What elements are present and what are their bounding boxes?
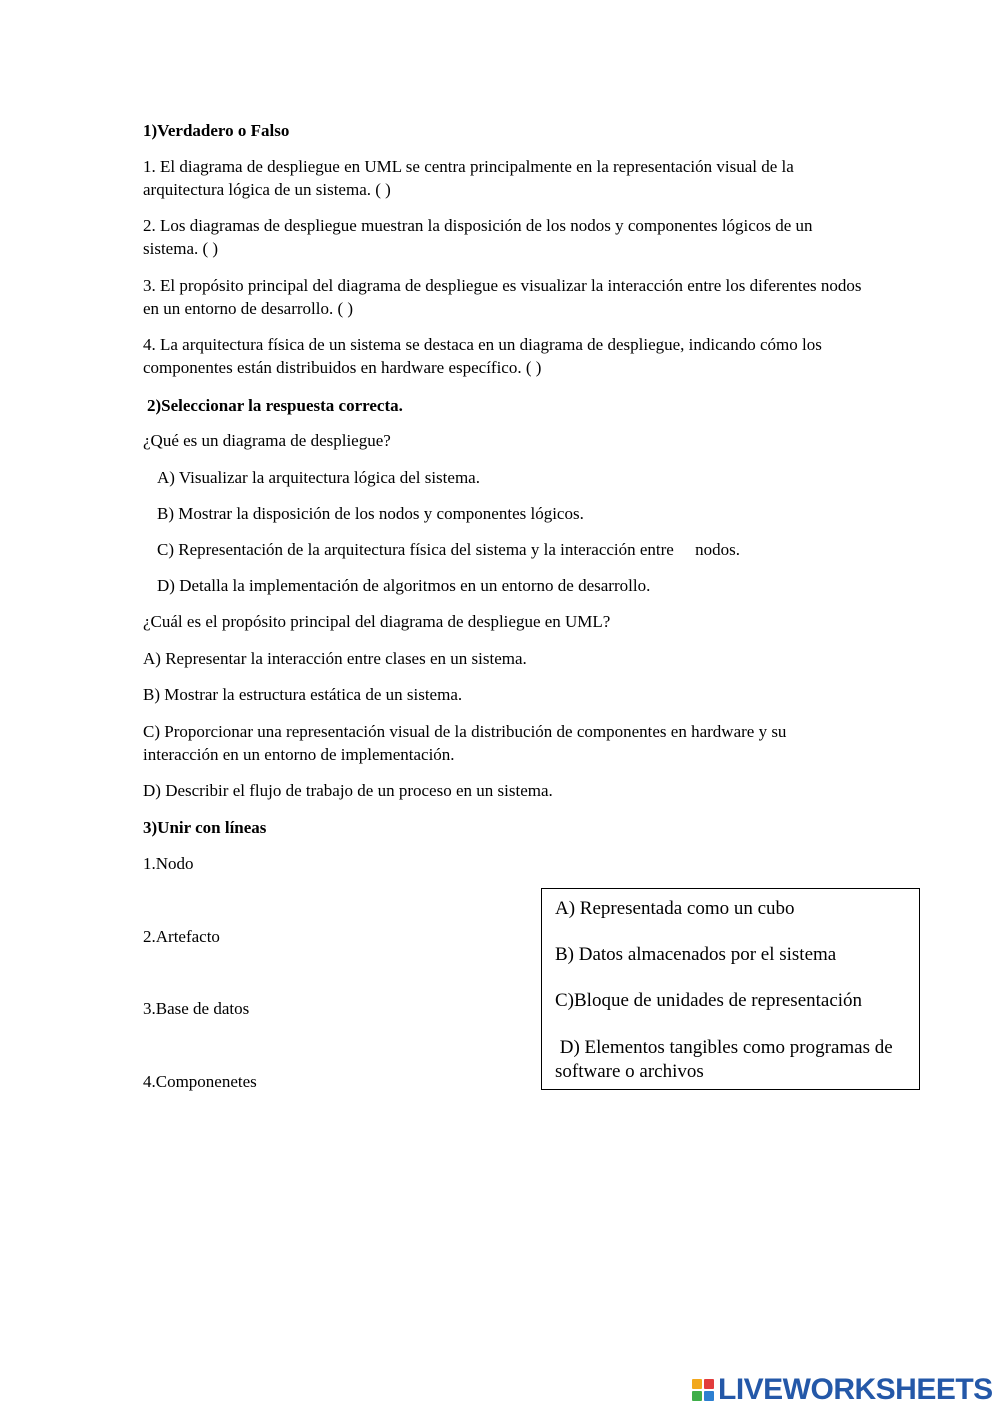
match-definition-b: B) Datos almacenados por el sistema <box>555 944 837 965</box>
match-definition-d: D) Elementos tangibles como programas de software o archivos <box>555 1037 898 1082</box>
match-term-4: 4.Componenetes <box>143 1072 257 1091</box>
logo-text: LIVEWORKSHEETS <box>718 1373 993 1406</box>
q2-option-b: B) Mostrar la estructura estática de un sistema. <box>143 685 463 704</box>
q2-option-a: A) Representar la interacción entre clases en un sistema. <box>143 649 527 668</box>
match-term-3: 3.Base de datos <box>143 999 250 1018</box>
section3-title: 3)Unir con líneas <box>143 818 267 837</box>
match-definition-c: C)Bloque de unidades de representación <box>555 990 863 1011</box>
q1-option-b: B) Mostrar la disposición de los nodos y componentes lógicos. <box>157 504 584 523</box>
tf-item-4: 4. La arquitectura física de un sistema se destaca en un diagrama de despliegue, indicando cómo los componentes están distribuidos en hardware específico. ( ) <box>143 335 822 377</box>
match-definition-a: A) Representada como un cubo <box>555 898 795 919</box>
tf-item-2: 2. Los diagramas de despliegue muestran la disposición de los nodos y componentes lógicos de un sistema. ( ) <box>143 216 813 258</box>
q2-option-d: D) Describir el flujo de trabajo de un proceso en un sistema. <box>143 781 553 800</box>
q1-option-d: D) Detalla la implementación de algoritmos en un entorno de desarrollo. <box>157 576 651 595</box>
q2-option-c: C) Proporcionar una representación visual de la distribución de componentes en hardware y su interacción en un entorno de implementación. <box>143 722 787 764</box>
match-term-1: 1.Nodo <box>143 854 194 873</box>
q1-option-a: A) Visualizar la arquitectura lógica del sistema. <box>157 468 480 487</box>
q1-option-c: C) Representación de la arquitectura física del sistema y la interacción entre nodos. <box>157 540 740 559</box>
tf-item-3: 3. El propósito principal del diagrama de despliegue es visualizar la interacción entre los diferentes nodos en un entorno de desarrollo. ( ) <box>143 276 862 318</box>
liveworksheets-logo <box>692 1374 993 1406</box>
section1-title: 1)Verdadero o Falso <box>143 121 290 140</box>
definitions-box <box>541 888 920 1090</box>
tf-item-1: 1. El diagrama de despliegue en UML se centra principalmente en la representación visual de la arquitectura lógica de un sistema. ( ) <box>143 157 794 199</box>
section2-title: 2)Seleccionar la respuesta correcta. <box>147 396 403 415</box>
match-term-2: 2.Artefacto <box>143 927 220 946</box>
q2-question: ¿Cuál es el propósito principal del diagrama de despliegue en UML? <box>143 612 611 631</box>
q1-question: ¿Qué es un diagrama de despliegue? <box>143 431 391 450</box>
logo-mark-icon <box>692 1379 714 1401</box>
